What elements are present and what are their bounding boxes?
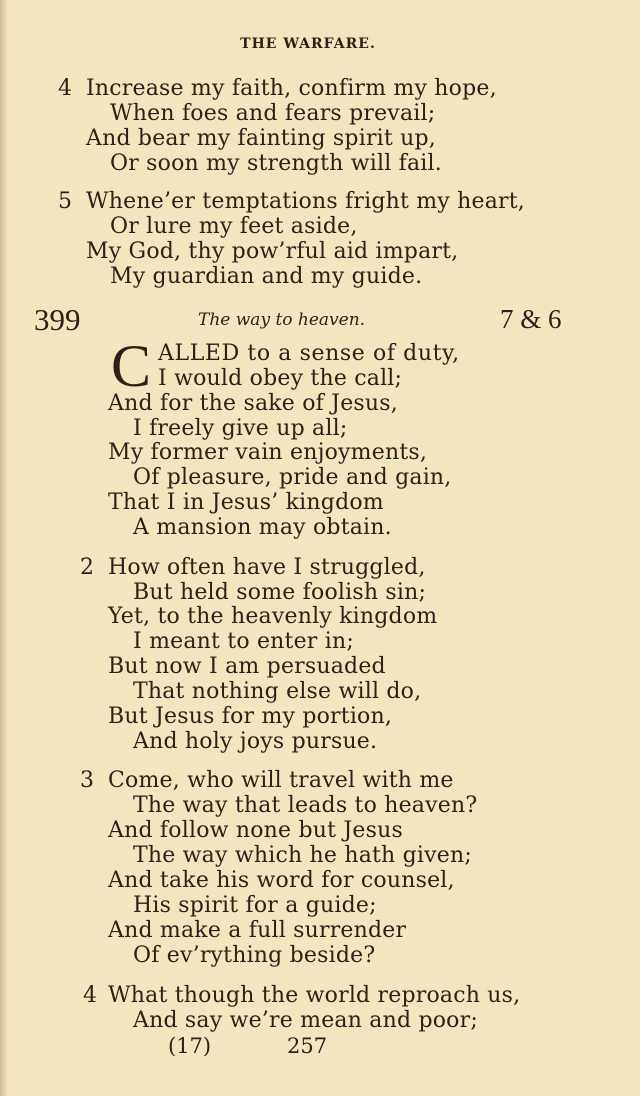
- verse-line: Or soon my strength will fail.: [110, 151, 442, 176]
- verse-line: Whene’er temptations fright my heart,: [86, 189, 525, 214]
- verse-line: My God, thy pow’rful aid impart,: [86, 239, 459, 264]
- running-head: THE WARFARE.: [240, 36, 376, 52]
- verse-line: And bear my fainting spirit up,: [86, 126, 436, 151]
- page-number: 257: [287, 1034, 328, 1058]
- verse-line: And holy joys pursue.: [133, 729, 378, 754]
- verse-line: Yet, to the heavenly kingdom: [108, 604, 438, 629]
- verse-line: The way which he hath given;: [133, 843, 472, 868]
- verse-line: But held some foolish sin;: [133, 580, 427, 605]
- verse-line: I meant to enter in;: [133, 629, 354, 654]
- verse-line: Or lure my feet aside,: [110, 214, 358, 239]
- signature-mark: (17): [168, 1034, 212, 1058]
- hymn-number: 399: [34, 302, 81, 337]
- verse-line: Come, who will travel with me: [108, 768, 454, 793]
- verse-line: When foes and fears prevail;: [110, 101, 436, 126]
- drop-cap: C: [111, 333, 152, 399]
- verse-line: And make a full surrender: [108, 918, 407, 943]
- verse-number: 4: [83, 983, 97, 1008]
- verse-line: His spirit for a guide;: [133, 893, 377, 918]
- page-edge-shadow: [0, 0, 8, 1096]
- verse-line: And take his word for counsel,: [108, 868, 455, 893]
- verse-line: A mansion may obtain.: [133, 515, 392, 540]
- verse-number: 4: [58, 76, 72, 101]
- verse-line: Of pleasure, pride and gain,: [133, 465, 452, 490]
- verse-number: 5: [58, 189, 72, 214]
- verse-line: That nothing else will do,: [133, 679, 422, 704]
- verse-line: That I in Jesus’ kingdom: [108, 490, 384, 515]
- verse-line: My former vain enjoyments,: [108, 440, 428, 465]
- verse-line: The way that leads to heaven?: [133, 793, 478, 818]
- verse-line: And for the sake of Jesus,: [108, 391, 398, 416]
- hymn-meter: 7 & 6: [500, 304, 562, 334]
- verse-line: But now I am persuaded: [108, 654, 386, 679]
- verse-line: And follow none but Jesus: [108, 818, 403, 843]
- verse-line: I freely give up all;: [133, 416, 348, 441]
- verse-line: ALLED to a sense of duty,: [158, 341, 460, 366]
- verse-line: My guardian and my guide.: [110, 264, 423, 289]
- verse-number: 3: [80, 768, 94, 793]
- verse-line: And say we’re mean and poor;: [133, 1008, 478, 1033]
- verse-line: Of ev’rything beside?: [133, 943, 376, 968]
- verse-line: But Jesus for my portion,: [108, 704, 393, 729]
- verse-number: 2: [80, 555, 94, 580]
- verse-line: Increase my faith, confirm my hope,: [86, 76, 497, 101]
- hymn-title: The way to heaven.: [198, 310, 366, 330]
- verse-line: What though the world reproach us,: [108, 983, 521, 1008]
- verse-line: I would obey the call;: [158, 366, 403, 391]
- verse-line: How often have I struggled,: [108, 555, 426, 580]
